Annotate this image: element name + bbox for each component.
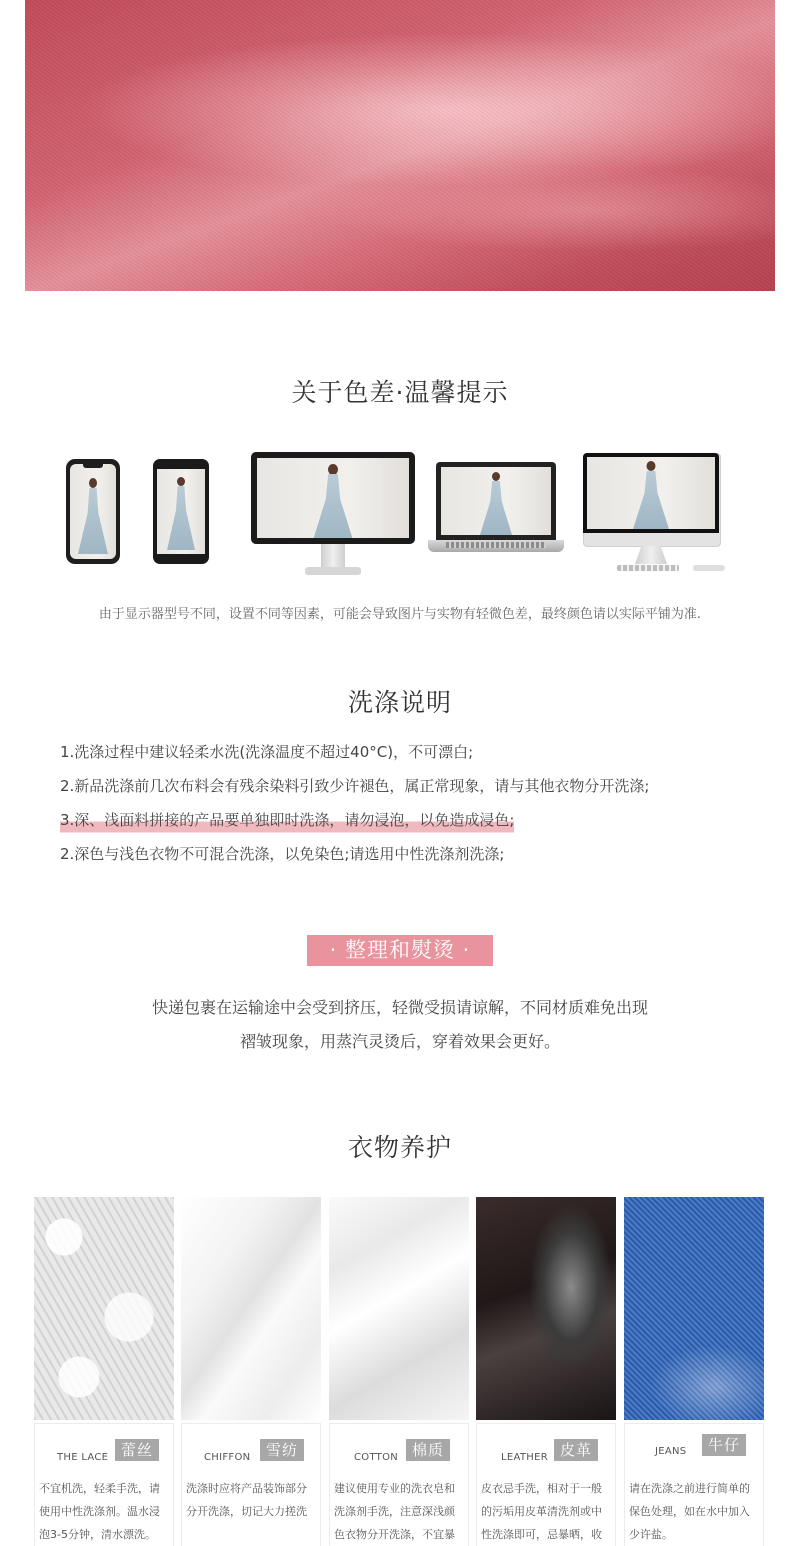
wash-list bbox=[60, 740, 649, 876]
iron-text-line-1: 快递包裹在运输途中会受到挤压，轻微受损请谅解，不同材质难免出现 bbox=[151, 998, 648, 1017]
care-card-cn: 牛仔 bbox=[702, 1434, 746, 1456]
care-card-cn: 皮革 bbox=[554, 1439, 598, 1461]
care-card-en: COTTON bbox=[354, 1452, 399, 1463]
fabric-photo bbox=[25, 0, 775, 291]
care-card-en: CHIFFON bbox=[204, 1452, 251, 1463]
care-section-title: 衣物养护 bbox=[347, 1133, 452, 1162]
monitor-1-image bbox=[251, 452, 415, 578]
care-card-desc: 不宜机洗，轻柔手洗，请使用中性洗涤剂。温水浸泡3-5分钟，清水漂洗。 bbox=[34, 1473, 174, 1546]
care-card-desc: 建议使用专业的洗衣皂和洗涤剂手洗，注意深浅颜色衣物分开洗涤，不宜暴 bbox=[329, 1473, 469, 1546]
iron-text-line-2: 褶皱现象，用蒸汽灵烫后，穿着效果会更好。 bbox=[239, 1032, 560, 1051]
care-card-leather bbox=[476, 1197, 616, 1546]
iron-section-title: · 整理和熨烫 · bbox=[307, 935, 493, 966]
wash-section-title: 洗涤说明 bbox=[347, 688, 452, 717]
wash-item-highlighted: 3.深、浅面料拼接的产品要单独即时洗涤，请勿浸泡，以免造成浸色; bbox=[60, 808, 514, 842]
care-card-jeans bbox=[624, 1197, 764, 1546]
phone-2-image bbox=[153, 459, 209, 564]
wash-item: 2.深色与浅色衣物不可混合洗涤，以免染色;请选用中性洗涤剂洗涤; bbox=[60, 845, 505, 863]
leather-fabric-image bbox=[476, 1197, 616, 1420]
care-card-cn: 棉质 bbox=[406, 1439, 450, 1461]
care-card-en: LEATHER bbox=[501, 1452, 548, 1463]
care-card-desc: 皮衣忌手洗，相对于一般的污垢用皮革清洗剂或中性洗涤即可，忌暴晒，收 bbox=[476, 1473, 616, 1546]
care-card-chiffon bbox=[181, 1197, 321, 1546]
care-card-desc: 洗涤时应将产品装饰部分分开洗涤，切记大力搓洗 bbox=[181, 1473, 321, 1546]
monitor-2-image bbox=[583, 453, 733, 575]
care-card-desc: 请在洗涤之前进行简单的保色处理，如在水中加入少许盐。 bbox=[624, 1473, 764, 1546]
laptop-image bbox=[428, 462, 564, 558]
cotton-fabric-image bbox=[329, 1197, 469, 1420]
color-section-title: 关于色差·温馨提示 bbox=[291, 378, 509, 407]
color-note: 由于显示器型号不同，设置不同等因素，可能会导致图片与实物有轻微色差，最终颜色请以实际平铺为准. bbox=[98, 607, 702, 622]
care-card-lace bbox=[34, 1197, 174, 1546]
wash-item: 1.洗涤过程中建议轻柔水洗(洗涤温度不超过40°C)，不可漂白; bbox=[60, 743, 474, 761]
phone-1-image bbox=[66, 459, 120, 564]
care-card-cotton bbox=[329, 1197, 469, 1546]
wash-item: 2.新品洗涤前几次布料会有残余染料引致少许褪色，属正常现象，请与其他衣物分开洗涤; bbox=[60, 777, 650, 795]
lace-fabric-image bbox=[34, 1197, 174, 1420]
care-card-cn: 蕾丝 bbox=[115, 1439, 159, 1461]
care-card-en: THE LACE bbox=[57, 1452, 109, 1463]
chiffon-fabric-image bbox=[181, 1197, 321, 1420]
care-card-en: JEANS bbox=[655, 1446, 687, 1457]
denim-fabric-image bbox=[624, 1197, 764, 1420]
care-card-cn: 雪纺 bbox=[260, 1439, 304, 1461]
